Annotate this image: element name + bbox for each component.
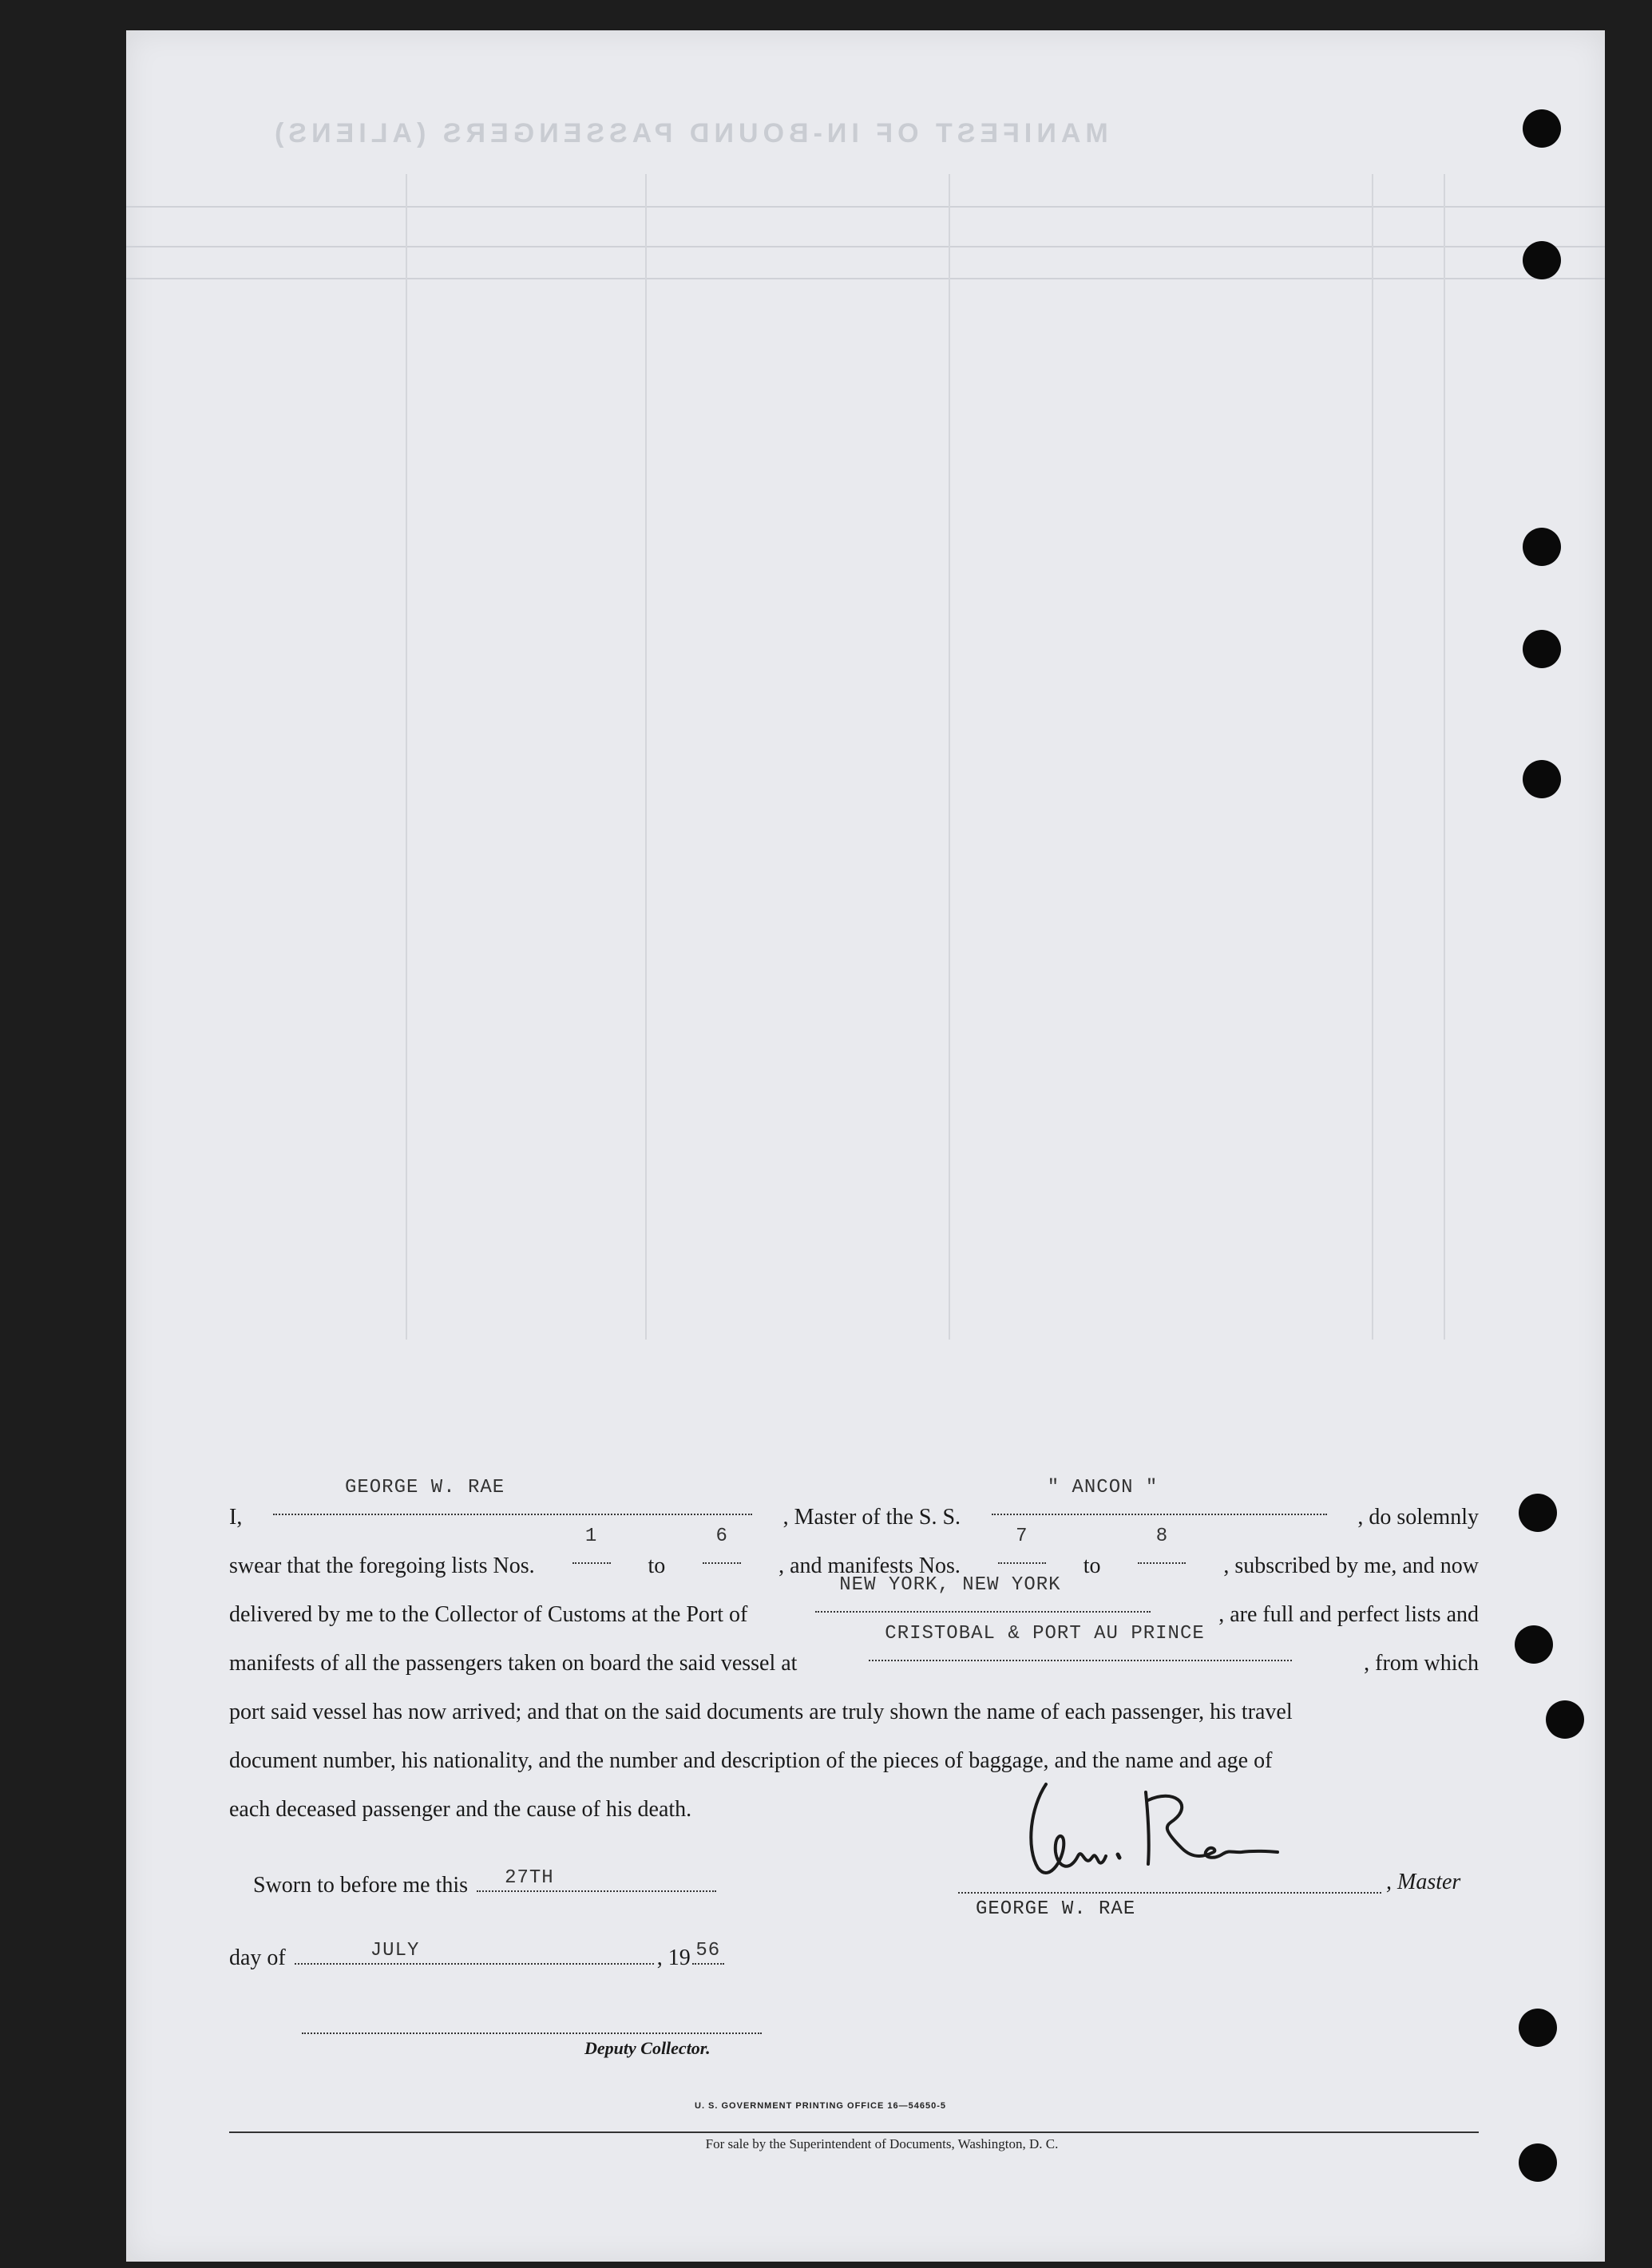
oath-text: each deceased passenger and the cause of his death. bbox=[229, 1797, 692, 1822]
oath-text: delivered by me to the Collector of Customs at the Port of bbox=[229, 1602, 748, 1627]
month-field bbox=[295, 1942, 654, 1965]
punch-hole bbox=[1519, 2009, 1557, 2047]
oath-text: , are full and perfect lists and bbox=[1218, 1602, 1479, 1627]
oath-text: manifests of all the passengers taken on board the said vessel at bbox=[229, 1651, 798, 1676]
oath-text: to bbox=[648, 1554, 666, 1578]
bleed-through-header: MANIFEST OF IN-BOUND PASSENGERS (ALIENS) bbox=[270, 118, 1108, 148]
sworn-line bbox=[253, 1867, 719, 1898]
vessel-value: " ANCON " bbox=[1047, 1477, 1159, 1498]
oath-text: , subscribed by me, and now bbox=[1223, 1554, 1479, 1578]
oath-line-5 bbox=[229, 1688, 1479, 1736]
bleed-through-column bbox=[1372, 174, 1373, 1340]
bleed-through-rule bbox=[126, 206, 1605, 208]
document-page bbox=[126, 30, 1605, 2262]
embark-ports-value: CRISTOBAL & PORT AU PRINCE bbox=[885, 1623, 1205, 1645]
oath-text: I, bbox=[229, 1505, 243, 1530]
embark-ports-field bbox=[869, 1623, 1292, 1661]
lists-from-value: 1 bbox=[584, 1526, 598, 1547]
sworn-label: Sworn to before me this bbox=[253, 1873, 469, 1898]
port-value: NEW YORK, NEW YORK bbox=[839, 1574, 1061, 1596]
lists-to-field bbox=[703, 1526, 741, 1564]
bleed-through-column bbox=[1444, 174, 1445, 1340]
master-label: , Master bbox=[1386, 1870, 1461, 1894]
master-name-value: GEORGE W. RAE bbox=[344, 1477, 505, 1498]
oath-text: to bbox=[1083, 1554, 1101, 1578]
punch-hole bbox=[1523, 528, 1561, 566]
manifests-to-value: 8 bbox=[1155, 1526, 1169, 1547]
oath-paragraph bbox=[229, 1477, 1479, 1834]
footer-rule bbox=[229, 2131, 1479, 2133]
bleed-through-rule bbox=[126, 246, 1605, 247]
oath-line-7 bbox=[229, 1785, 1479, 1834]
sale-notice: For sale by the Superintendent of Documents, Washington, D. C. bbox=[705, 2136, 1059, 2151]
oath-text: swear that the foregoing lists Nos. bbox=[229, 1554, 535, 1578]
deputy-collector-label: Deputy Collector. bbox=[584, 2038, 711, 2058]
oath-text: , and manifests Nos. bbox=[778, 1554, 961, 1578]
oath-text: port said vessel has now arrived; and that on the said documents are truly shown the name of each passenger, his travel bbox=[229, 1700, 1293, 1724]
oath-text: document number, his nationality, and the number and description of the pieces of baggage, and the name and age of bbox=[229, 1748, 1273, 1773]
day-of-line bbox=[229, 1942, 727, 1971]
punch-hole bbox=[1523, 630, 1561, 668]
year-value: 56 bbox=[695, 1940, 721, 1961]
bleed-through-column bbox=[406, 174, 407, 1340]
master-name-field bbox=[273, 1477, 752, 1515]
punch-hole bbox=[1546, 1700, 1584, 1739]
lists-to-value: 6 bbox=[715, 1526, 728, 1547]
punch-hole bbox=[1523, 241, 1561, 279]
oath-text: , Master of the S. S. bbox=[782, 1505, 961, 1530]
month-value: JULY bbox=[370, 1940, 420, 1961]
sworn-day-field bbox=[477, 1867, 716, 1892]
deputy-signature-line bbox=[302, 2032, 762, 2034]
day-of-label: day of bbox=[229, 1945, 286, 1970]
oath-text: , from which bbox=[1364, 1651, 1479, 1676]
punch-hole bbox=[1515, 1625, 1553, 1664]
year-field bbox=[692, 1942, 724, 1965]
lists-from-field bbox=[572, 1526, 611, 1564]
sworn-day-value: 27TH bbox=[505, 1867, 554, 1889]
master-typed-name: GEORGE W. RAE bbox=[976, 1898, 1136, 1920]
oath-text: , do solemnly bbox=[1357, 1505, 1479, 1530]
oath-line-4 bbox=[229, 1623, 1479, 1688]
manifests-from-value: 7 bbox=[1016, 1526, 1028, 1547]
bleed-through-rule bbox=[126, 278, 1605, 279]
printing-office-note: U. S. GOVERNMENT PRINTING OFFICE 16—54650-5 bbox=[695, 2101, 947, 2111]
punch-hole bbox=[1519, 1494, 1557, 1532]
bleed-through-column bbox=[949, 174, 950, 1340]
year-prefix: , 19 bbox=[656, 1945, 691, 1970]
bleed-through-column bbox=[645, 174, 647, 1340]
oath-line-1 bbox=[229, 1477, 1479, 1542]
punch-hole bbox=[1523, 109, 1561, 148]
master-signature-line bbox=[958, 1870, 1381, 1894]
oath-line-6 bbox=[229, 1736, 1479, 1785]
punch-hole bbox=[1523, 760, 1561, 798]
